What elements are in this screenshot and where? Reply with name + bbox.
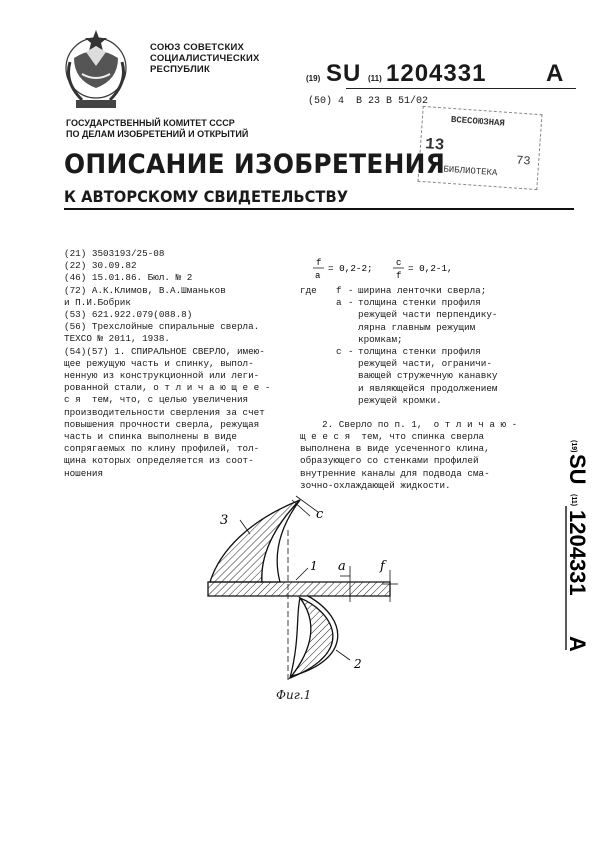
gov-line: ПО ДЕЛАМ ИЗОБРЕТЕНИЙ И ОТКРЫТИЙ — [66, 129, 249, 139]
stamp-line: 73 — [515, 153, 532, 169]
def-dash: - — [348, 297, 354, 309]
patent-number: 1204331 — [386, 60, 487, 87]
org-name — [150, 42, 260, 75]
figure-caption: Фиг.1 — [276, 688, 312, 702]
biblio-line: и П.И.Бобрик — [64, 296, 131, 308]
def-text: и являющейся продолжением — [358, 382, 498, 394]
def-text: толщина стенки профиля — [358, 345, 481, 357]
gov-line: ГОСУДАРСТВЕННЫЙ КОМИТЕТ СССР — [66, 118, 235, 128]
figure-label-3: 3 — [220, 513, 229, 528]
claim2-line: внутренние каналы для подвода сма- — [300, 467, 490, 479]
title-divider — [64, 208, 574, 210]
claim1-line: рованной стали, о т л и ч а ю щ е е - — [64, 382, 271, 394]
side-kind: A — [565, 636, 590, 652]
biblio-line: (21) 3503193/25-08 — [64, 248, 165, 259]
claim1-line: ношения — [64, 467, 104, 479]
ipc-classification — [308, 96, 428, 107]
def-text: режущей части перпендику- — [358, 309, 498, 321]
biblio-line: (72) А.К.Климов, В.А.Шманьков — [64, 284, 226, 296]
figure-label-c: c — [316, 507, 324, 522]
def-symbol: a — [336, 297, 342, 309]
formula-f2: f — [396, 271, 402, 281]
def-dash: - — [348, 345, 354, 357]
left-column — [64, 248, 294, 480]
claim1-line: ненную из конструкционной или леги- — [64, 370, 260, 382]
formula-f: f — [316, 258, 322, 268]
claim1-line: (54)(57) 1. СПИРАЛЬНОЕ СВЕРЛО, имею- — [64, 345, 265, 357]
def-text: кромкам; — [358, 333, 403, 345]
claim2-line: зочно-охлаждающей жидкости. — [300, 479, 451, 491]
claim1-line: производительности сверления за счет — [64, 406, 265, 418]
formula-c: c — [396, 258, 402, 268]
biblio-line: (53) 621.922.079(088.8) — [64, 309, 193, 321]
country-code: SU — [326, 60, 362, 87]
figure-label-1: 1 — [310, 559, 318, 573]
document-subtitle: К АВТОРСКОМУ СВИДЕТЕЛЬСТВУ — [64, 187, 349, 206]
def-text: вающей стружечную канавку — [358, 370, 498, 382]
definitions — [300, 285, 532, 492]
def-symbol: f — [336, 285, 342, 296]
ipc-value: В 23 В 51/02 — [356, 96, 429, 107]
document-title: ОПИСАНИЕ ИЗОБРЕТЕНИЯ — [64, 149, 446, 180]
ussr-emblem — [56, 22, 136, 114]
claim1-line: щина которых определяется из соот- — [64, 455, 254, 467]
ratio-formula — [312, 256, 462, 286]
def-text: ширина ленточки сверла; — [358, 285, 487, 296]
def-text: лярна главным режущим — [358, 321, 476, 333]
claim1-line: сопрягаемых по клину профилей, тол- — [64, 443, 260, 455]
def-text: режущей части, ограничи- — [358, 358, 492, 370]
figure-label-2: 2 — [354, 657, 362, 671]
org-line: РЕСПУБЛИК — [150, 64, 210, 75]
drill-cross-section-figure — [200, 490, 580, 690]
def-text: режущей кромки. — [358, 394, 442, 406]
claim1-line: с я тем, что, с целью увеличения — [64, 394, 249, 406]
claim1-line: часть и спинка выполнены в виде — [64, 431, 237, 443]
biblio-line: ТЕХСО № 2011, 1938. — [64, 333, 171, 345]
claim2-line: щ е е с я тем, что спинка сверла — [300, 431, 485, 443]
side-number: 1204331 — [565, 510, 590, 596]
stamp-line: БИБЛИОТЕКА — [443, 164, 498, 179]
figure-label-f: f — [380, 559, 385, 574]
biblio-line: (46) 15.01.86. Бюл. № 2 — [64, 272, 193, 284]
gov-committee — [66, 118, 248, 140]
stamp-line: ВСЕСОЮЗНАЯ — [450, 114, 506, 129]
def-text: толщина стенки профиля — [358, 297, 481, 309]
claim1-line: щее режущую часть и спинку, выпол- — [64, 357, 254, 369]
def-dash: - — [348, 285, 354, 296]
claim2-line: выполнена в виде усеченного клина, — [300, 443, 490, 455]
code-11: (11) — [368, 74, 382, 83]
org-line: СОЮЗ СОВЕТСКИХ — [150, 42, 245, 53]
claim2-line: образующего со стенками профилей — [300, 455, 479, 467]
biblio-line: (22) 30.09.82 — [64, 260, 137, 272]
formula-value-2: = 0,2-1, — [408, 263, 453, 274]
def-lead: где — [300, 285, 317, 296]
claim1-line: повышения прочности сверла, режущая — [64, 418, 260, 430]
ipc-code-label: (50) 4 — [308, 96, 345, 107]
side-country: SU — [565, 454, 590, 485]
formula-a: a — [315, 271, 321, 281]
code-19: (19) — [306, 74, 321, 83]
claim2-line: 2. Сверло по п. 1, о т л и ч а ю - — [322, 418, 518, 430]
publication-number — [306, 60, 576, 90]
stamp-line: 13 — [424, 135, 445, 155]
figure-label-a: a — [338, 559, 346, 574]
biblio-line: (56) Трехслойные спиральные сверла. — [64, 321, 260, 333]
formula-value-1: = 0,2-2; — [328, 263, 373, 274]
side-code-11: (11) — [570, 494, 577, 507]
org-line: СОЦИАЛИСТИЧЕСКИХ — [150, 53, 260, 64]
def-symbol: c — [336, 345, 342, 357]
side-code-19: (19) — [570, 440, 577, 453]
kind-code: A — [546, 60, 565, 87]
